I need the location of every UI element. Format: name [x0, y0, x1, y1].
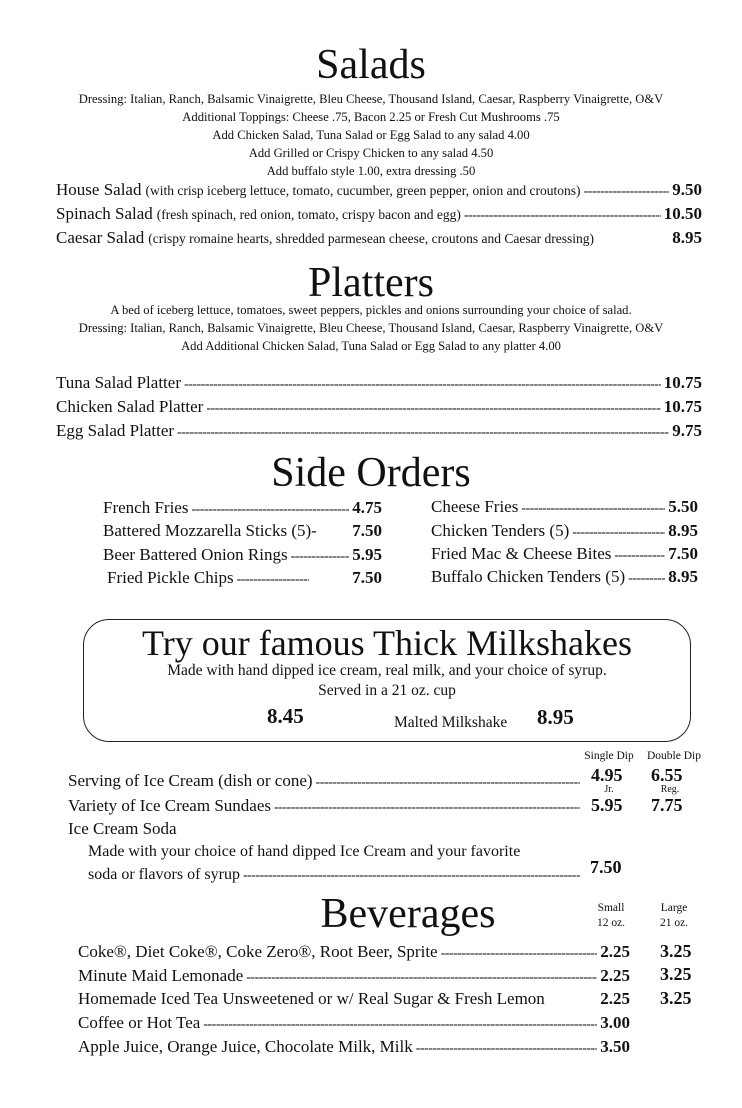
item-name: Chicken Salad Platter	[56, 397, 204, 416]
item-price: 9.50	[672, 180, 702, 199]
menu-item	[78, 942, 630, 962]
item-description: (with crisp iceberg lettuce, tomato, cucumber, green pepper, onion and croutons)	[145, 183, 581, 198]
ice-cream-soda-price: 7.50	[590, 857, 622, 877]
salads-note: Dressing: Italian, Ranch, Balsamic Vinaigrette, Bleu Cheese, Thousand Island, Caesar, Raspberry Vinaigrette, O&V	[78, 92, 664, 106]
item-price-small: 2.25	[600, 966, 630, 985]
item-price: 7.50	[352, 521, 382, 540]
dot-leader	[191, 502, 349, 518]
platters-note: Add Additional Chicken Salad, Tuna Salad or Egg Salad to any platter 4.00	[181, 339, 561, 353]
item-name: Tuna Salad Platter	[56, 373, 181, 392]
column-header-single-dip: Single Dip	[584, 750, 634, 762]
item-description: (crispy romaine hearts, shredded parmesean cheese, croutons and Caesar dressing)	[148, 231, 594, 246]
milkshake-description: Made with hand dipped ice cream, real milk, and your choice of syrup.	[167, 662, 607, 679]
dot-leader	[628, 571, 665, 587]
menu-item	[56, 397, 702, 417]
item-name: Variety of Ice Cream Sundaes	[68, 796, 271, 815]
menu-item	[56, 421, 702, 441]
menu-item	[103, 545, 382, 565]
menu-item	[78, 989, 630, 1009]
dot-leader	[274, 800, 580, 816]
salads-note: Add Grilled or Crispy Chicken to any salad 4.50	[248, 146, 494, 160]
item-name: Beer Battered Onion Rings	[103, 545, 288, 564]
item-name: Homemade Iced Tea Unsweetened or w/ Real Sugar & Fresh Lemon	[78, 989, 545, 1008]
salads-note: Additional Toppings: Cheese .75, Bacon 2.25 or Fresh Cut Mushrooms .75	[182, 110, 560, 124]
item-price-small: 3.50	[600, 1037, 630, 1056]
item-price: 7.50	[668, 544, 698, 563]
column-header-double-dip: Double Dip	[647, 750, 701, 762]
item-name: Battered Mozzarella Sticks (5)-	[103, 521, 317, 540]
size-label-jr: Jr.	[604, 784, 614, 795]
item-price: 7.50	[352, 568, 382, 587]
item-name: Fried Pickle Chips	[107, 568, 234, 587]
menu-item	[56, 373, 702, 393]
item-name: Spinach Salad	[56, 204, 153, 223]
dot-leader	[584, 184, 670, 200]
size-label-reg: Reg.	[660, 784, 680, 795]
dot-leader	[237, 572, 309, 588]
dot-leader	[206, 401, 660, 417]
platters-title: Platters	[308, 260, 434, 306]
item-name: House Salad	[56, 180, 142, 199]
item-name: Coke®, Diet Coke®, Coke Zero®, Root Beer, Sprite	[78, 942, 438, 961]
item-price-single: 4.95	[591, 765, 623, 785]
column-header-large-size: 21 oz.	[659, 917, 689, 929]
dot-leader	[291, 549, 350, 565]
sides-title: Side Orders	[271, 450, 471, 496]
beverages-title: Beverages	[320, 891, 496, 937]
item-price-double: 7.75	[651, 795, 683, 815]
dot-leader	[184, 377, 661, 393]
item-price-large: 3.25	[660, 964, 692, 984]
item-price: 10.75	[663, 397, 702, 416]
dot-leader	[243, 868, 580, 884]
item-price-large: 3.25	[660, 941, 692, 961]
item-price: 4.75	[352, 498, 382, 517]
item-price-small: 2.25	[600, 989, 630, 1008]
item-price: 8.95	[668, 567, 698, 586]
item-name: Caesar Salad	[56, 228, 145, 247]
menu-item	[431, 567, 698, 587]
dot-leader	[416, 1041, 598, 1057]
menu-item	[56, 180, 702, 200]
item-name: Serving of Ice Cream (dish or cone)	[68, 771, 313, 790]
dot-leader	[203, 1017, 597, 1033]
platters-note: A bed of iceberg lettuce, tomatoes, sweet peppers, pickles and onions surrounding your choice of salad.	[110, 303, 632, 317]
item-name: Apple Juice, Orange Juice, Chocolate Milk, Milk	[78, 1037, 413, 1056]
item-name: Chicken Tenders (5)	[431, 521, 570, 540]
item-description: soda or flavors of syrup	[88, 866, 240, 883]
salads-note: Add Chicken Salad, Tuna Salad or Egg Salad to any salad 4.00	[212, 128, 530, 142]
dot-leader	[246, 970, 597, 986]
ice-cream-soda-description: Made with your choice of hand dipped Ice Cream and your favorite	[88, 843, 521, 860]
item-name: French Fries	[103, 498, 189, 517]
dot-leader	[572, 525, 665, 541]
milkshake-price: 8.45	[267, 704, 304, 728]
item-name: Coffee or Hot Tea	[78, 1013, 201, 1032]
item-price-double: 6.55	[651, 765, 683, 785]
item-price-small: 3.00	[600, 1013, 630, 1032]
item-price-large: 3.25	[660, 988, 692, 1008]
salads-note: Add buffalo style 1.00, extra dressing .50	[266, 164, 476, 178]
dot-leader	[464, 208, 661, 224]
item-name: Fried Mac & Cheese Bites	[431, 544, 612, 563]
menu-item	[103, 521, 382, 541]
menu-item	[78, 966, 630, 986]
salads-title: Salads	[316, 42, 426, 88]
item-price: 5.95	[352, 545, 382, 564]
dot-leader	[614, 548, 665, 564]
menu-item	[88, 866, 583, 884]
milkshake-box	[83, 619, 691, 742]
item-price: 10.50	[663, 204, 702, 223]
item-price: 10.75	[663, 373, 702, 392]
menu-item	[56, 204, 702, 224]
menu-item	[431, 521, 698, 541]
malted-label: Malted Milkshake	[394, 714, 508, 731]
menu-item	[56, 228, 702, 248]
item-price-single: 5.95	[591, 795, 623, 815]
menu-item	[107, 568, 382, 588]
menu-item	[68, 796, 583, 816]
dot-leader	[441, 946, 598, 962]
menu-item	[103, 498, 382, 518]
column-header-small-size: 12 oz.	[596, 917, 626, 929]
platters-note: Dressing: Italian, Ranch, Balsamic Vinaigrette, Bleu Cheese, Thousand Island, Caesar, Raspberry Vinaigrette, O&V	[78, 321, 664, 335]
item-name: Egg Salad Platter	[56, 421, 175, 440]
column-header-small: Small	[597, 902, 625, 914]
item-description: (fresh spinach, red onion, tomato, crispy bacon and egg)	[156, 207, 461, 222]
milkshake-title: Try our famous Thick Milkshakes	[142, 623, 632, 663]
menu-item	[78, 1013, 630, 1033]
item-name: Minute Maid Lemonade	[78, 966, 244, 985]
column-header-large: Large	[660, 902, 688, 914]
menu-item	[431, 544, 698, 564]
dot-leader	[177, 425, 669, 441]
item-price: 8.95	[672, 228, 702, 247]
menu-item	[431, 497, 698, 517]
dot-leader	[521, 501, 665, 517]
dot-leader	[316, 775, 580, 791]
item-name: Cheese Fries	[431, 497, 519, 516]
item-price: 5.50	[668, 497, 698, 516]
menu-item	[68, 771, 583, 791]
item-name: Buffalo Chicken Tenders (5)	[431, 567, 626, 586]
item-price-small: 2.25	[600, 942, 630, 961]
item-price: 9.75	[672, 421, 702, 440]
milkshake-cup-size: Served in a 21 oz. cup	[318, 682, 456, 699]
menu-item	[78, 1037, 630, 1057]
item-price: 8.95	[668, 521, 698, 540]
malted-price: 8.95	[537, 705, 574, 729]
ice-cream-soda-name: Ice Cream Soda	[68, 819, 177, 838]
